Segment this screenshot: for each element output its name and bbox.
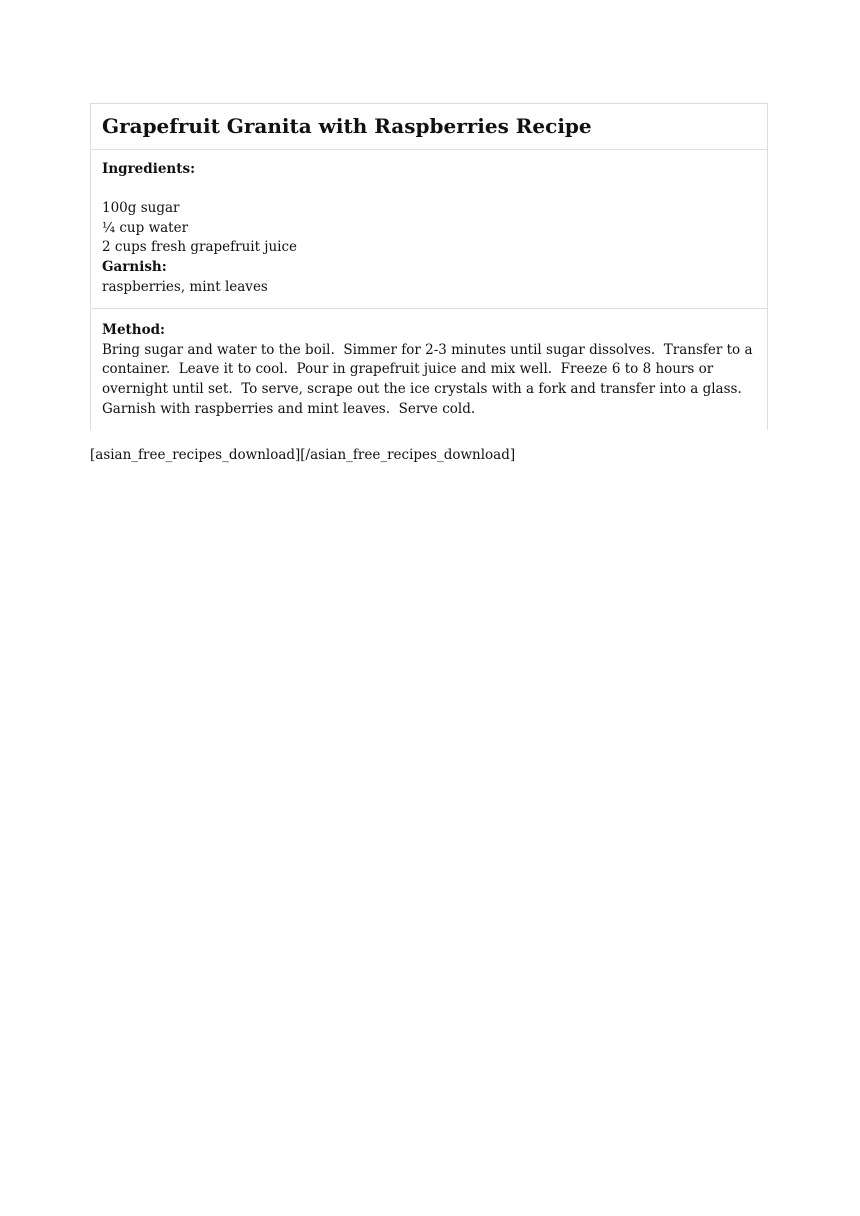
garnish-label: Garnish: [102,258,167,275]
recipe-card [90,103,768,430]
method-section [91,309,767,430]
ingredients-label: Ingredients: [102,161,196,177]
download-shortcode-text: [asian_free_recipes_download][/asian_free_recipes_download] [90,447,516,463]
ingredient-item: ¼ cup water [102,219,189,236]
garnish-text: raspberries, mint leaves [102,278,268,295]
ingredients-spacer [102,180,756,200]
ingredients-section [91,150,767,309]
ingredient-item: 100g sugar [102,200,180,217]
ingredient-item: 2 cups fresh grapefruit juice [102,239,298,256]
method-text: Bring sugar and water to the boil. Simmer for 2-3 minutes until sugar dissolves. Transfer to a container. Leave it to cool. Pour in grapefruit juice and mix well. Freeze 6 to 8 hours or overnight until set. To serve, scrape out the ice crystals with a fork and transfer into a glass. Garnish with raspberries and mint leaves. Serve cold. [102,341,757,417]
recipe-title: Grapefruit Granita with Raspberries Recipe [91,104,767,150]
method-label: Method: [102,322,166,339]
